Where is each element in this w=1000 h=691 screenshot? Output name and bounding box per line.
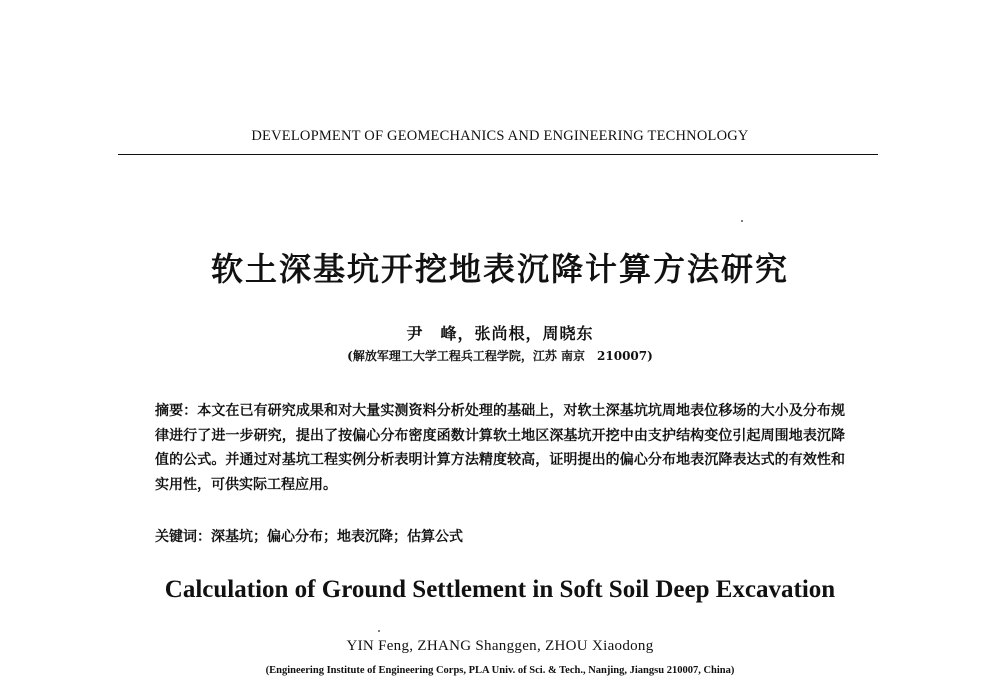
header-rule — [118, 154, 878, 155]
scan-speck — [741, 220, 743, 222]
chinese-affiliation: (解放军理工大学工程兵工程学院，江苏 南京 210007) — [347, 349, 653, 363]
chinese-authors: 尹 峰，张尚根，周晓东 — [406, 324, 594, 343]
scan-speck — [378, 630, 380, 632]
keywords-label: 关键词： — [155, 529, 211, 545]
english-affiliation: (Engineering Institute of Engineering Corps, PLA Univ. of Sci. & Tech., Nanjing, Jiangsu 210007, China) — [265, 665, 735, 676]
journal-header: DEVELOPMENT OF GEOMECHANICS AND ENGINEERING TECHNOLOGY — [251, 128, 749, 144]
keywords-text: 深基坑；偏心分布；地表沉降；估算公式 — [211, 529, 463, 545]
chinese-abstract — [155, 399, 845, 498]
chinese-keywords — [155, 526, 845, 548]
english-authors: YIN Feng, ZHANG Shanggen, ZHOU Xiaodong — [346, 638, 654, 654]
chinese-title: 软土深基坑开挖地表沉降计算方法研究 — [210, 250, 789, 288]
abstract-label: 摘要： — [155, 403, 198, 419]
abstract-text: 本文在已有研究成果和对大量实测资料分析处理的基础上，对软土深基坑坑周地表位移场的大小及分布规律进行了进一步研究，提出了按偏心分布密度函数计算软土地区深基坑开挖中由支护结构变位引起周围地表沉降值的公式。并通过对基坑工程实例分析表明计算方法精度较高，证明提出的偏心分布地表沉降表达式的有效性和实用性，可供实际工程应用。 — [155, 403, 845, 494]
english-title: Calculation of Ground Settlement in Soft Soil Deep Excavation — [164, 576, 836, 603]
